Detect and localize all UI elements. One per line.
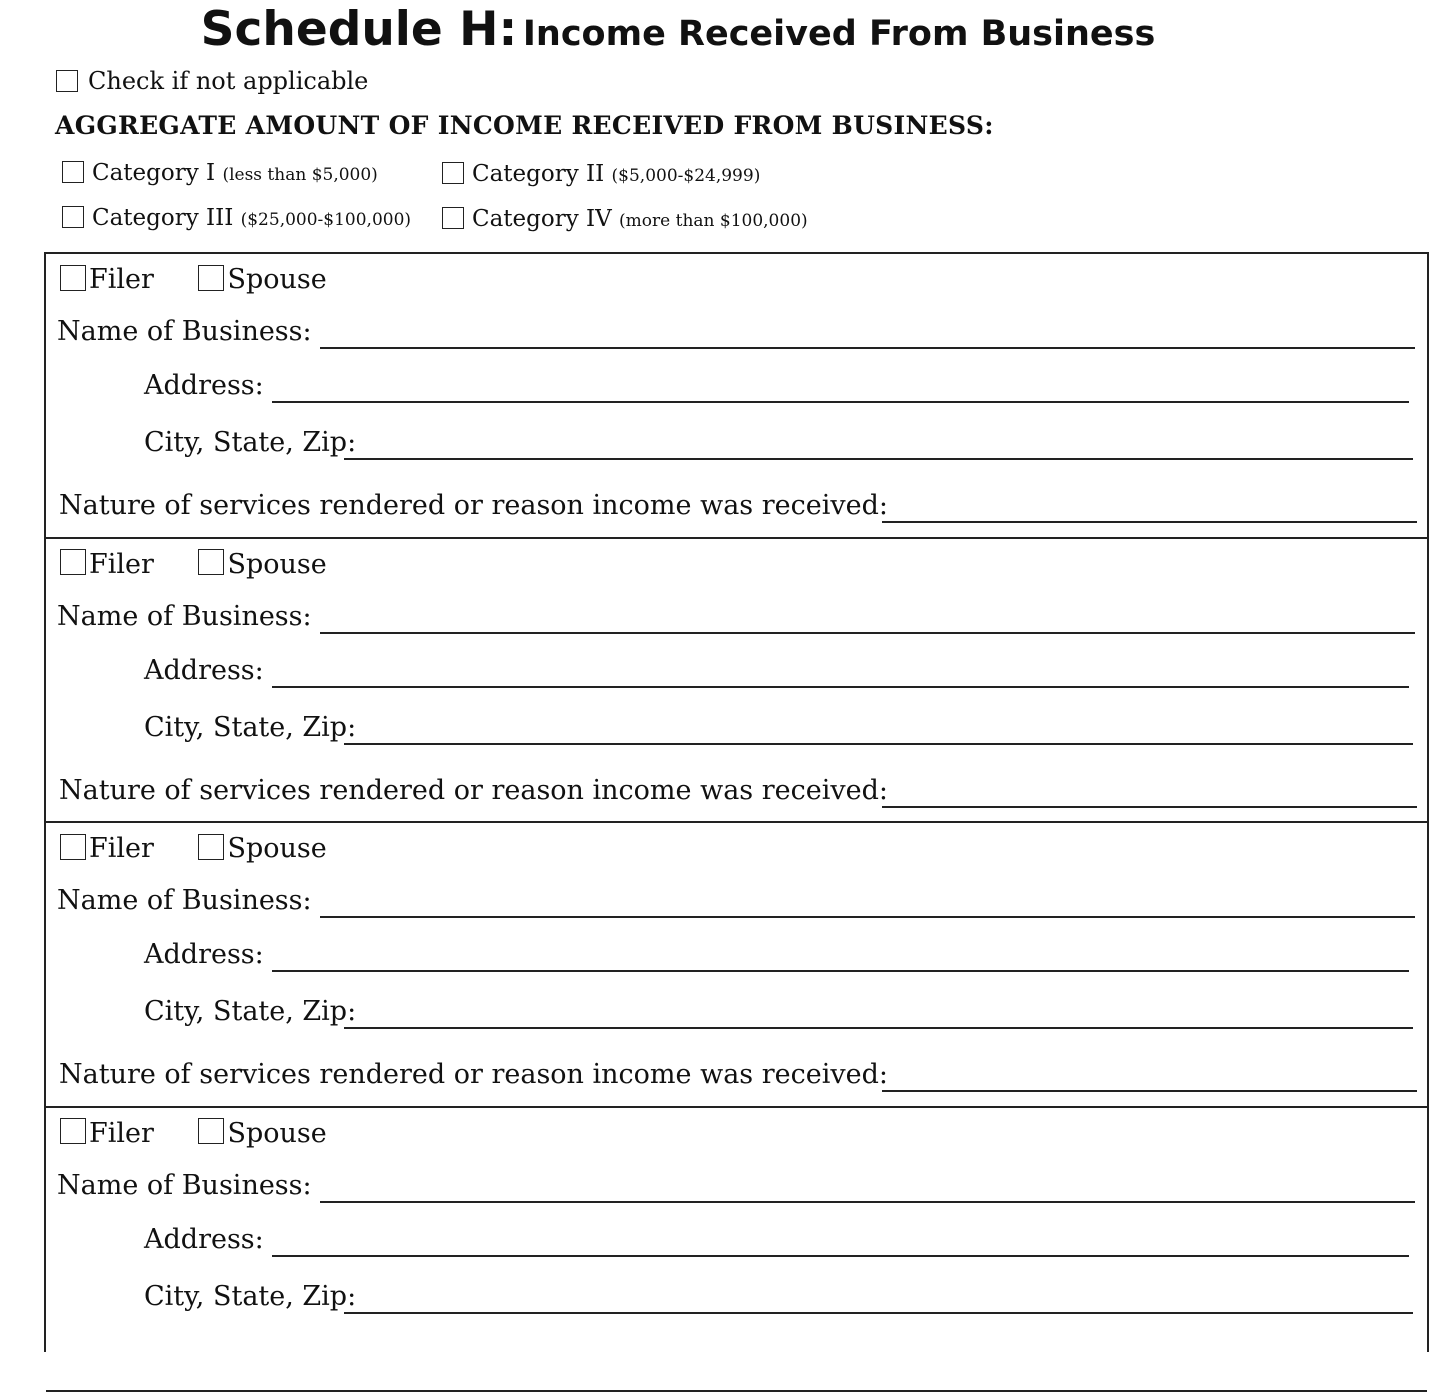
- city-state-zip-label: City, State, Zip:: [144, 1280, 356, 1314]
- nature-field[interactable]: [882, 521, 1417, 523]
- category-4-checkbox[interactable]: [442, 207, 464, 229]
- spouse-label: Spouse: [227, 549, 326, 580]
- address-field[interactable]: [272, 970, 1409, 972]
- address-label: Address:: [144, 369, 264, 403]
- owner-row: [60, 832, 327, 866]
- title-sub: Income Received From Business: [523, 14, 1155, 54]
- name-of-business-label: Name of Business:: [57, 884, 312, 918]
- category-2-label: Category II: [472, 161, 604, 187]
- category-4-option: [442, 204, 808, 236]
- category-1-label: Category I: [92, 160, 215, 186]
- name-of-business-label: Name of Business:: [57, 600, 312, 634]
- filer-checkbox[interactable]: [60, 834, 86, 860]
- spouse-checkbox[interactable]: [198, 265, 224, 291]
- city-state-zip-field[interactable]: [344, 1312, 1413, 1314]
- nature-label: Nature of services rendered or reason income was received:: [59, 1058, 888, 1092]
- city-state-zip-field[interactable]: [344, 1027, 1413, 1029]
- filer-label: Filer: [89, 549, 154, 580]
- name-of-business-label: Name of Business:: [57, 315, 312, 349]
- not-applicable-label: Check if not applicable: [88, 67, 368, 95]
- address-label: Address:: [144, 938, 264, 972]
- name-of-business-field[interactable]: [320, 1201, 1415, 1203]
- nature-field[interactable]: [882, 806, 1417, 808]
- page-title: [0, 0, 1356, 60]
- name-of-business-field[interactable]: [320, 916, 1415, 918]
- city-state-zip-field[interactable]: [344, 743, 1413, 745]
- address-field[interactable]: [272, 686, 1409, 688]
- spouse-label: Spouse: [227, 833, 326, 864]
- category-3-label: Category III: [92, 205, 233, 231]
- address-label: Address:: [144, 1223, 264, 1257]
- spouse-checkbox[interactable]: [198, 549, 224, 575]
- category-2-option: [442, 159, 760, 191]
- business-entry: [46, 254, 1427, 539]
- nature-label: Nature of services rendered or reason income was received:: [59, 489, 888, 523]
- category-4-range: (more than $100,000): [619, 211, 808, 231]
- filer-checkbox[interactable]: [60, 549, 86, 575]
- aggregate-heading: AGGREGATE AMOUNT OF INCOME RECEIVED FROM BUSINESS:: [55, 111, 994, 140]
- name-of-business-field[interactable]: [320, 632, 1415, 634]
- filer-label: Filer: [89, 264, 154, 295]
- category-1-option: [62, 158, 378, 190]
- filer-checkbox[interactable]: [60, 1118, 86, 1144]
- name-of-business-label: Name of Business:: [57, 1169, 312, 1203]
- city-state-zip-label: City, State, Zip:: [144, 711, 356, 745]
- name-of-business-field[interactable]: [320, 347, 1415, 349]
- category-3-checkbox[interactable]: [62, 206, 84, 228]
- city-state-zip-label: City, State, Zip:: [144, 426, 356, 460]
- address-field[interactable]: [272, 401, 1409, 403]
- category-3-option: [62, 203, 411, 235]
- spouse-label: Spouse: [227, 264, 326, 295]
- address-label: Address:: [144, 654, 264, 688]
- spouse-checkbox[interactable]: [198, 834, 224, 860]
- category-2-checkbox[interactable]: [442, 162, 464, 184]
- category-2-range: ($5,000-$24,999): [612, 166, 761, 186]
- spouse-label: Spouse: [227, 1118, 326, 1149]
- category-1-range: (less than $5,000): [222, 165, 377, 185]
- business-entry: [46, 1108, 1427, 1392]
- category-4-label: Category IV: [472, 206, 612, 232]
- not-applicable-row: [56, 66, 368, 96]
- filer-label: Filer: [89, 833, 154, 864]
- category-3-range: ($25,000-$100,000): [241, 210, 411, 230]
- owner-row: [60, 263, 327, 297]
- category-1-checkbox[interactable]: [62, 161, 84, 183]
- business-entries: [44, 252, 1429, 1352]
- filer-label: Filer: [89, 1118, 154, 1149]
- owner-row: [60, 548, 327, 582]
- nature-field[interactable]: [882, 1090, 1417, 1092]
- business-entry: [46, 823, 1427, 1108]
- spouse-checkbox[interactable]: [198, 1118, 224, 1144]
- filer-checkbox[interactable]: [60, 265, 86, 291]
- owner-row: [60, 1117, 327, 1151]
- address-field[interactable]: [272, 1255, 1409, 1257]
- title-main: Schedule H:: [201, 2, 518, 57]
- city-state-zip-field[interactable]: [344, 458, 1413, 460]
- not-applicable-checkbox[interactable]: [56, 70, 78, 92]
- business-entry: [46, 539, 1427, 824]
- city-state-zip-label: City, State, Zip:: [144, 995, 356, 1029]
- nature-label: Nature of services rendered or reason income was received:: [59, 774, 888, 808]
